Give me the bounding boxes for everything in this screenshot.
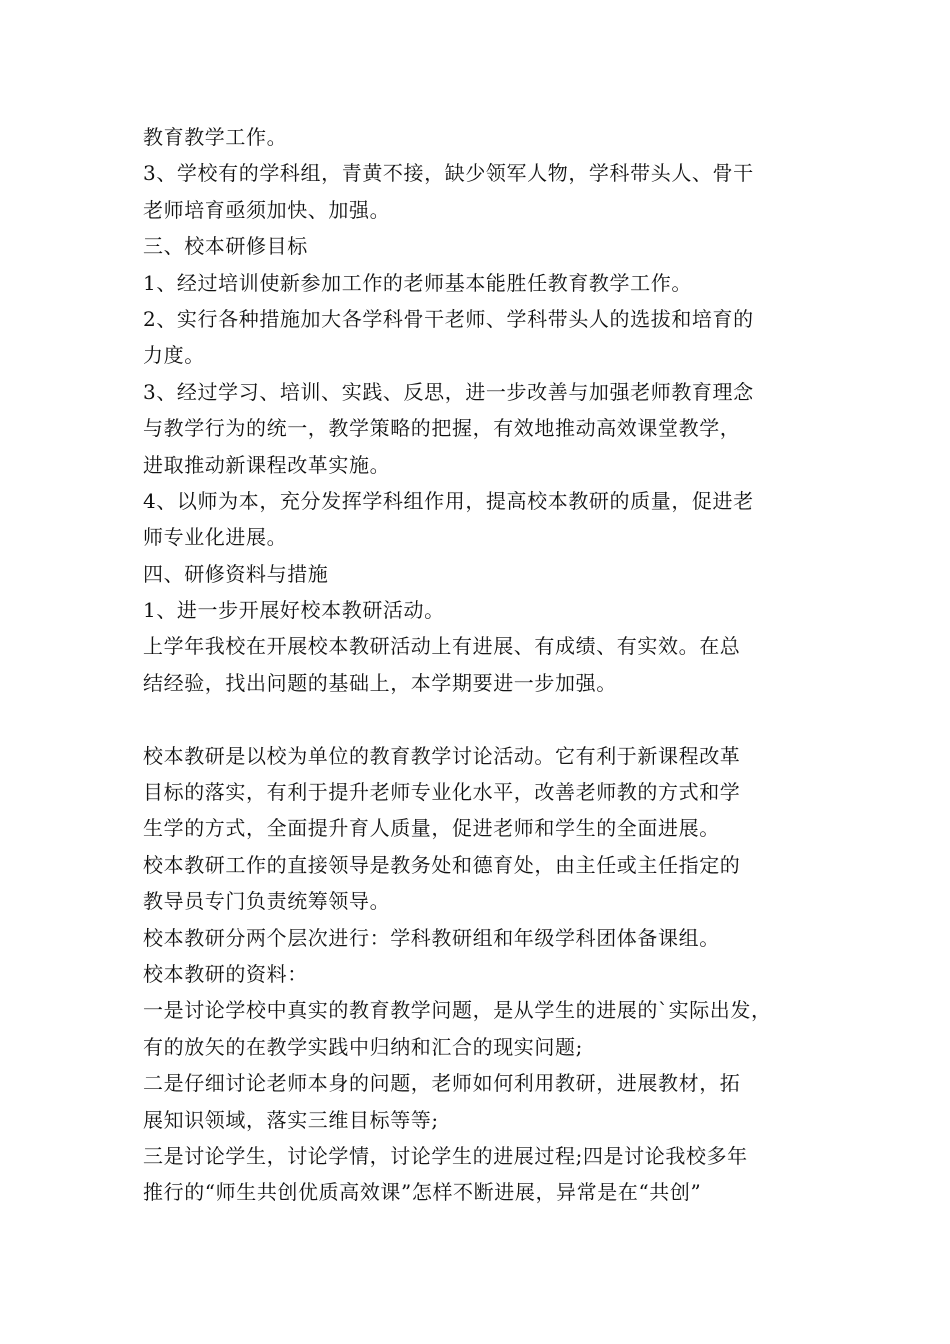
text-line: 1、进一步开展好校本教研活动。 xyxy=(143,598,445,623)
text-line: 结经验，找出问题的基础上，本学期要进一步加强。 xyxy=(143,670,617,695)
text-line: 推行的“师生共创优质高效课”怎样不断进展，异常是在“共创” xyxy=(143,1180,702,1205)
text-line: 2、实行各种措施加大各学科骨干老师、学科带头人的选拔和培育的 xyxy=(143,306,754,331)
text-line: 师专业化进展。 xyxy=(143,525,288,550)
text-line: 目标的落实，有利于提升老师专业化水平，改善老师教的方式和学 xyxy=(143,780,741,805)
text-line: 老师培育亟须加快、加强。 xyxy=(143,197,391,222)
text-line: 进取推动新课程改革实施。 xyxy=(143,452,391,477)
text-line: 教导员专门负责统筹领导。 xyxy=(143,889,391,914)
text-line: 4、以师为本，充分发挥学科组作用，提高校本教研的质量，促进老 xyxy=(143,488,754,513)
text-line: 1、经过培训使新参加工作的老师基本能胜任教育教学工作。 xyxy=(143,270,692,295)
text-line: 与教学行为的统一，教学策略的把握，有效地推动高效课堂教学， xyxy=(143,416,741,441)
text-line: 上学年我校在开展校本教研活动上有进展、有成绩、有实效。在总 xyxy=(143,634,741,659)
text-line: 校本教研是以校为单位的教育教学讨论活动。它有利于新课程改革 xyxy=(143,743,741,768)
section-heading: 四、研修资料与措施 xyxy=(143,561,329,586)
text-line: 三是讨论学生，讨论学情，讨论学生的进展过程;四是讨论我校多年 xyxy=(143,1143,748,1168)
text-line: 3、经过学习、培训、实践、反思，进一步改善与加强老师教育理念 xyxy=(143,379,754,404)
text-line: 有的放矢的在教学实践中归纳和汇合的现实问题; xyxy=(143,1034,583,1059)
text-line: 展知识领域，落实三维目标等等; xyxy=(143,1107,439,1132)
document-body xyxy=(143,119,813,1211)
blank-line xyxy=(143,701,813,737)
section-heading: 三、校本研修目标 xyxy=(143,234,308,259)
text-line: 3、学校有的学科组，青黄不接，缺少领军人物，学科带头人、骨干 xyxy=(143,161,754,186)
text-line: 校本教研的资料： xyxy=(143,961,308,986)
text-line: 生学的方式，全面提升育人质量，促进老师和学生的全面进展。 xyxy=(143,816,720,841)
text-line: 力度。 xyxy=(143,343,205,368)
text-line: 一是讨论学校中真实的教育教学问题，是从学生的进展的`实际出发， xyxy=(143,998,772,1023)
text-line: 教育教学工作。 xyxy=(143,125,288,149)
text-line: 二是仔细讨论老师本身的问题，老师如何利用教研，进展教材，拓 xyxy=(143,1071,741,1096)
text-line: 校本教研分两个层次进行：学科教研组和年级学科团体备课组。 xyxy=(143,925,720,950)
text-line: 校本教研工作的直接领导是教务处和德育处，由主任或主任指定的 xyxy=(143,852,741,877)
